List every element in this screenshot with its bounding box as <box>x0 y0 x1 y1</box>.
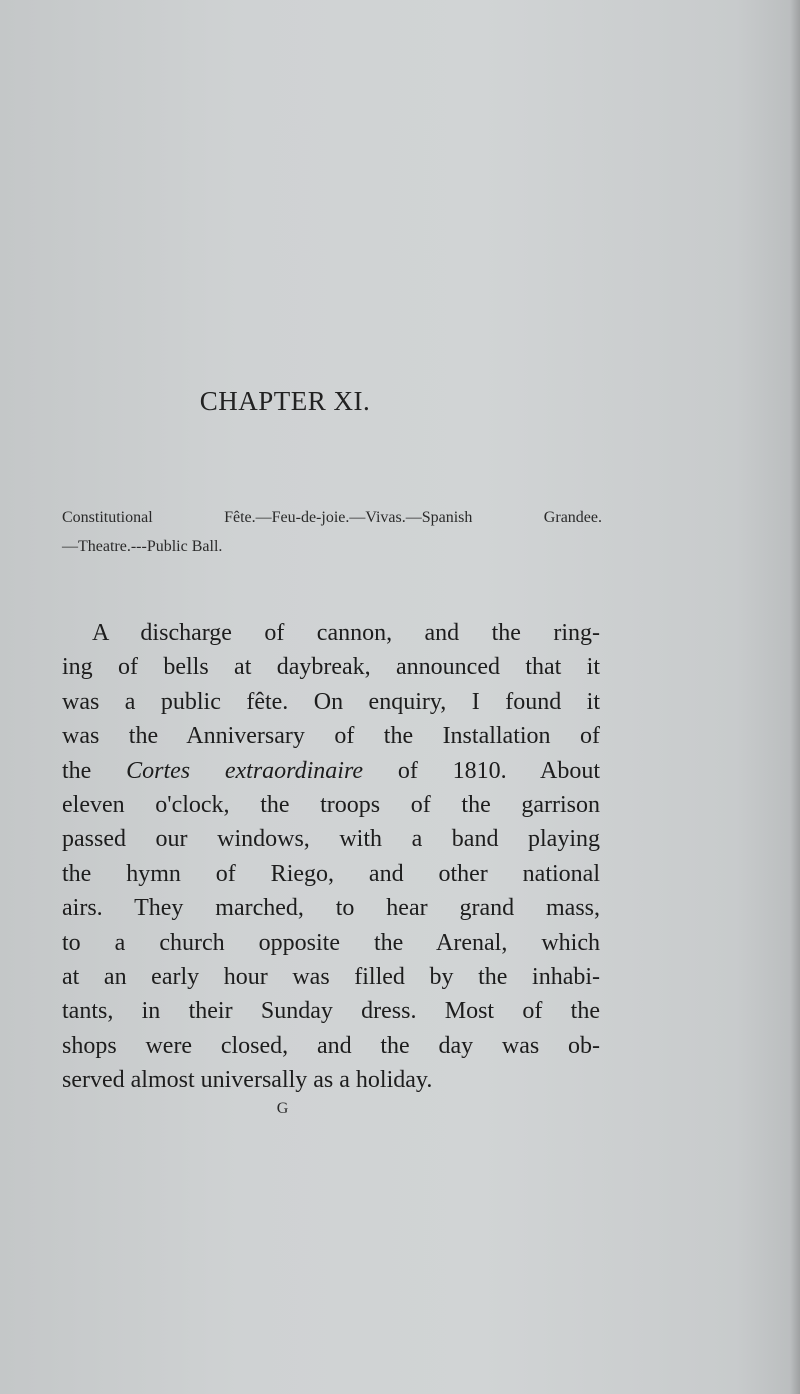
page-edge-shadow <box>790 0 800 1394</box>
body-line-5-end: of 1810. About <box>397 757 601 784</box>
summary-line-2: —Theatre.---Public Ball. <box>62 538 223 555</box>
body-line-7: passed our windows, with a band playing <box>62 826 600 853</box>
body-line-12: tants, in their Sunday dress. Most of the <box>62 998 600 1025</box>
body-line-4: was the Anniversary of the Installation of <box>62 723 600 750</box>
body-line-2: ing of bells at daybreak, announced that it <box>62 654 600 681</box>
chapter-summary <box>62 503 602 561</box>
body-line-5 <box>62 754 600 788</box>
body-line-10: to a church opposite the Arenal, which <box>62 929 600 956</box>
body-line-11: at an early hour was filled by the inhabi- <box>62 964 600 991</box>
body-paragraph <box>62 616 600 1098</box>
body-line-5-start: the <box>62 757 92 784</box>
summary-line-1: Constitutional Fête.—Feu-de-joie.—Vivas.—Spanish Grandee. <box>62 509 602 526</box>
signature-mark: G <box>276 1100 289 1117</box>
body-line-14: served almost universally as a holiday. <box>62 1067 433 1094</box>
body-line-13: shops were closed, and the day was ob- <box>62 1032 600 1059</box>
body-line-6: eleven o'clock, the troops of the garrison <box>62 792 600 819</box>
italic-phrase: Cortes extraordinaire <box>126 757 364 784</box>
body-line-9: airs. They marched, to hear grand mass, <box>62 895 600 922</box>
chapter-title: CHAPTER XI. <box>199 386 371 416</box>
body-line-1: A discharge of cannon, and the ring- <box>92 620 600 646</box>
body-line-3: was a public fête. On enquiry, I found it <box>62 688 600 715</box>
body-line-8: the hymn of Riego, and other national <box>62 860 600 887</box>
